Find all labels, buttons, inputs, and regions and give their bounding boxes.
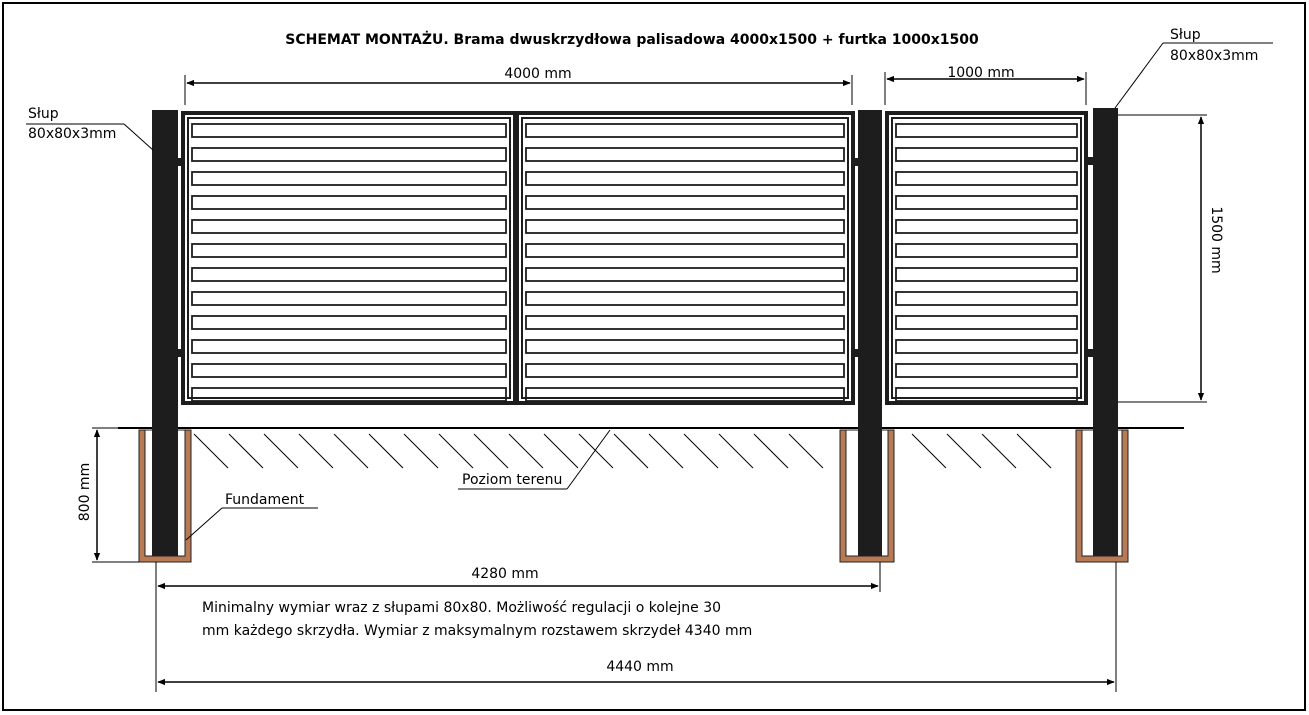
post-right-size: 80x80x3mm <box>1170 48 1259 64</box>
ground-hatching <box>194 434 1051 468</box>
hatch-line <box>684 434 718 468</box>
slat <box>896 172 1077 185</box>
slat <box>192 268 506 281</box>
slat <box>526 196 844 209</box>
post-right <box>1093 108 1118 556</box>
slat <box>192 172 506 185</box>
hatch-line <box>982 434 1016 468</box>
gate-leaf-left <box>183 113 515 403</box>
hatch-line <box>719 434 753 468</box>
dimension-wicket-width <box>885 65 1086 105</box>
ground-level-label: Poziom terenu <box>462 472 563 488</box>
wicket-width-label: 1000 mm <box>947 65 1015 81</box>
slat <box>192 316 506 329</box>
post-left-name: Słup <box>28 106 59 122</box>
min-width-label: 4280 mm <box>471 566 539 582</box>
callout-foundation <box>186 492 318 540</box>
slat <box>192 124 506 137</box>
slat <box>896 268 1077 281</box>
slat <box>192 364 506 377</box>
hatch-line <box>614 434 648 468</box>
hatch-line <box>299 434 333 468</box>
height-label: 1500 mm <box>1208 206 1224 274</box>
slat <box>526 292 844 305</box>
hatch-line <box>509 434 543 468</box>
slat <box>192 220 506 233</box>
hatch-line <box>369 434 403 468</box>
slat <box>526 364 844 377</box>
hatch-line <box>404 434 438 468</box>
hatch-line <box>649 434 683 468</box>
callout-post-right <box>1115 27 1273 108</box>
slat <box>526 172 844 185</box>
slat <box>896 388 1077 401</box>
post-left <box>152 110 178 556</box>
hatch-line <box>544 434 578 468</box>
note-line-2: mm każdego skrzydła. Wymiar z maksymalnym rozstawem skrzydeł 4340 mm <box>202 623 753 639</box>
slat <box>896 124 1077 137</box>
hatch-line <box>947 434 981 468</box>
slat <box>896 340 1077 353</box>
post-left-size: 80x80x3mm <box>28 126 117 142</box>
slat <box>192 244 506 257</box>
hatch-line <box>579 434 613 468</box>
slat <box>526 148 844 161</box>
total-width-label: 4440 mm <box>606 659 674 675</box>
diagram-title: SCHEMAT MONTAŻU. Brama dwuskrzydłowa palisadowa 4000x1500 + furtka 1000x1500 <box>285 32 979 48</box>
dimension-foundation-depth <box>77 428 139 562</box>
hatch-line <box>264 434 298 468</box>
slat <box>896 316 1077 329</box>
callout-post-left <box>26 106 153 150</box>
slat <box>896 292 1077 305</box>
slat <box>896 148 1077 161</box>
slat <box>526 124 844 137</box>
hatch-line <box>439 434 473 468</box>
slat <box>526 220 844 233</box>
hatch-line <box>474 434 508 468</box>
hatch-line <box>754 434 788 468</box>
gate-width-label: 4000 mm <box>504 66 572 82</box>
hatch-line <box>229 434 263 468</box>
slat <box>526 268 844 281</box>
slat <box>526 388 844 401</box>
installation-note <box>202 600 752 639</box>
slat <box>896 364 1077 377</box>
hatch-line <box>334 434 368 468</box>
wicket-gate <box>887 113 1086 403</box>
hatch-line <box>789 434 823 468</box>
dimension-gate-width <box>185 66 852 105</box>
slat <box>192 340 506 353</box>
post-middle <box>858 110 882 556</box>
slat <box>526 316 844 329</box>
slat <box>526 340 844 353</box>
hatch-line <box>1017 434 1051 468</box>
slat <box>192 196 506 209</box>
slat <box>896 244 1077 257</box>
foundation-label: Fundament <box>225 492 305 508</box>
hatch-line <box>912 434 946 468</box>
slat <box>192 388 506 401</box>
post-right-name: Słup <box>1170 27 1201 43</box>
slat <box>192 148 506 161</box>
dimension-height <box>1118 115 1224 402</box>
gate-leaf-right <box>517 113 853 403</box>
note-line-1: Minimalny wymiar wraz z słupami 80x80. Możliwość regulacji o kolejne 30 <box>202 600 722 616</box>
hatch-line <box>194 434 228 468</box>
slat <box>526 244 844 257</box>
slat <box>896 196 1077 209</box>
slat <box>896 220 1077 233</box>
foundation-depth-label: 800 mm <box>77 462 93 522</box>
slat <box>192 292 506 305</box>
